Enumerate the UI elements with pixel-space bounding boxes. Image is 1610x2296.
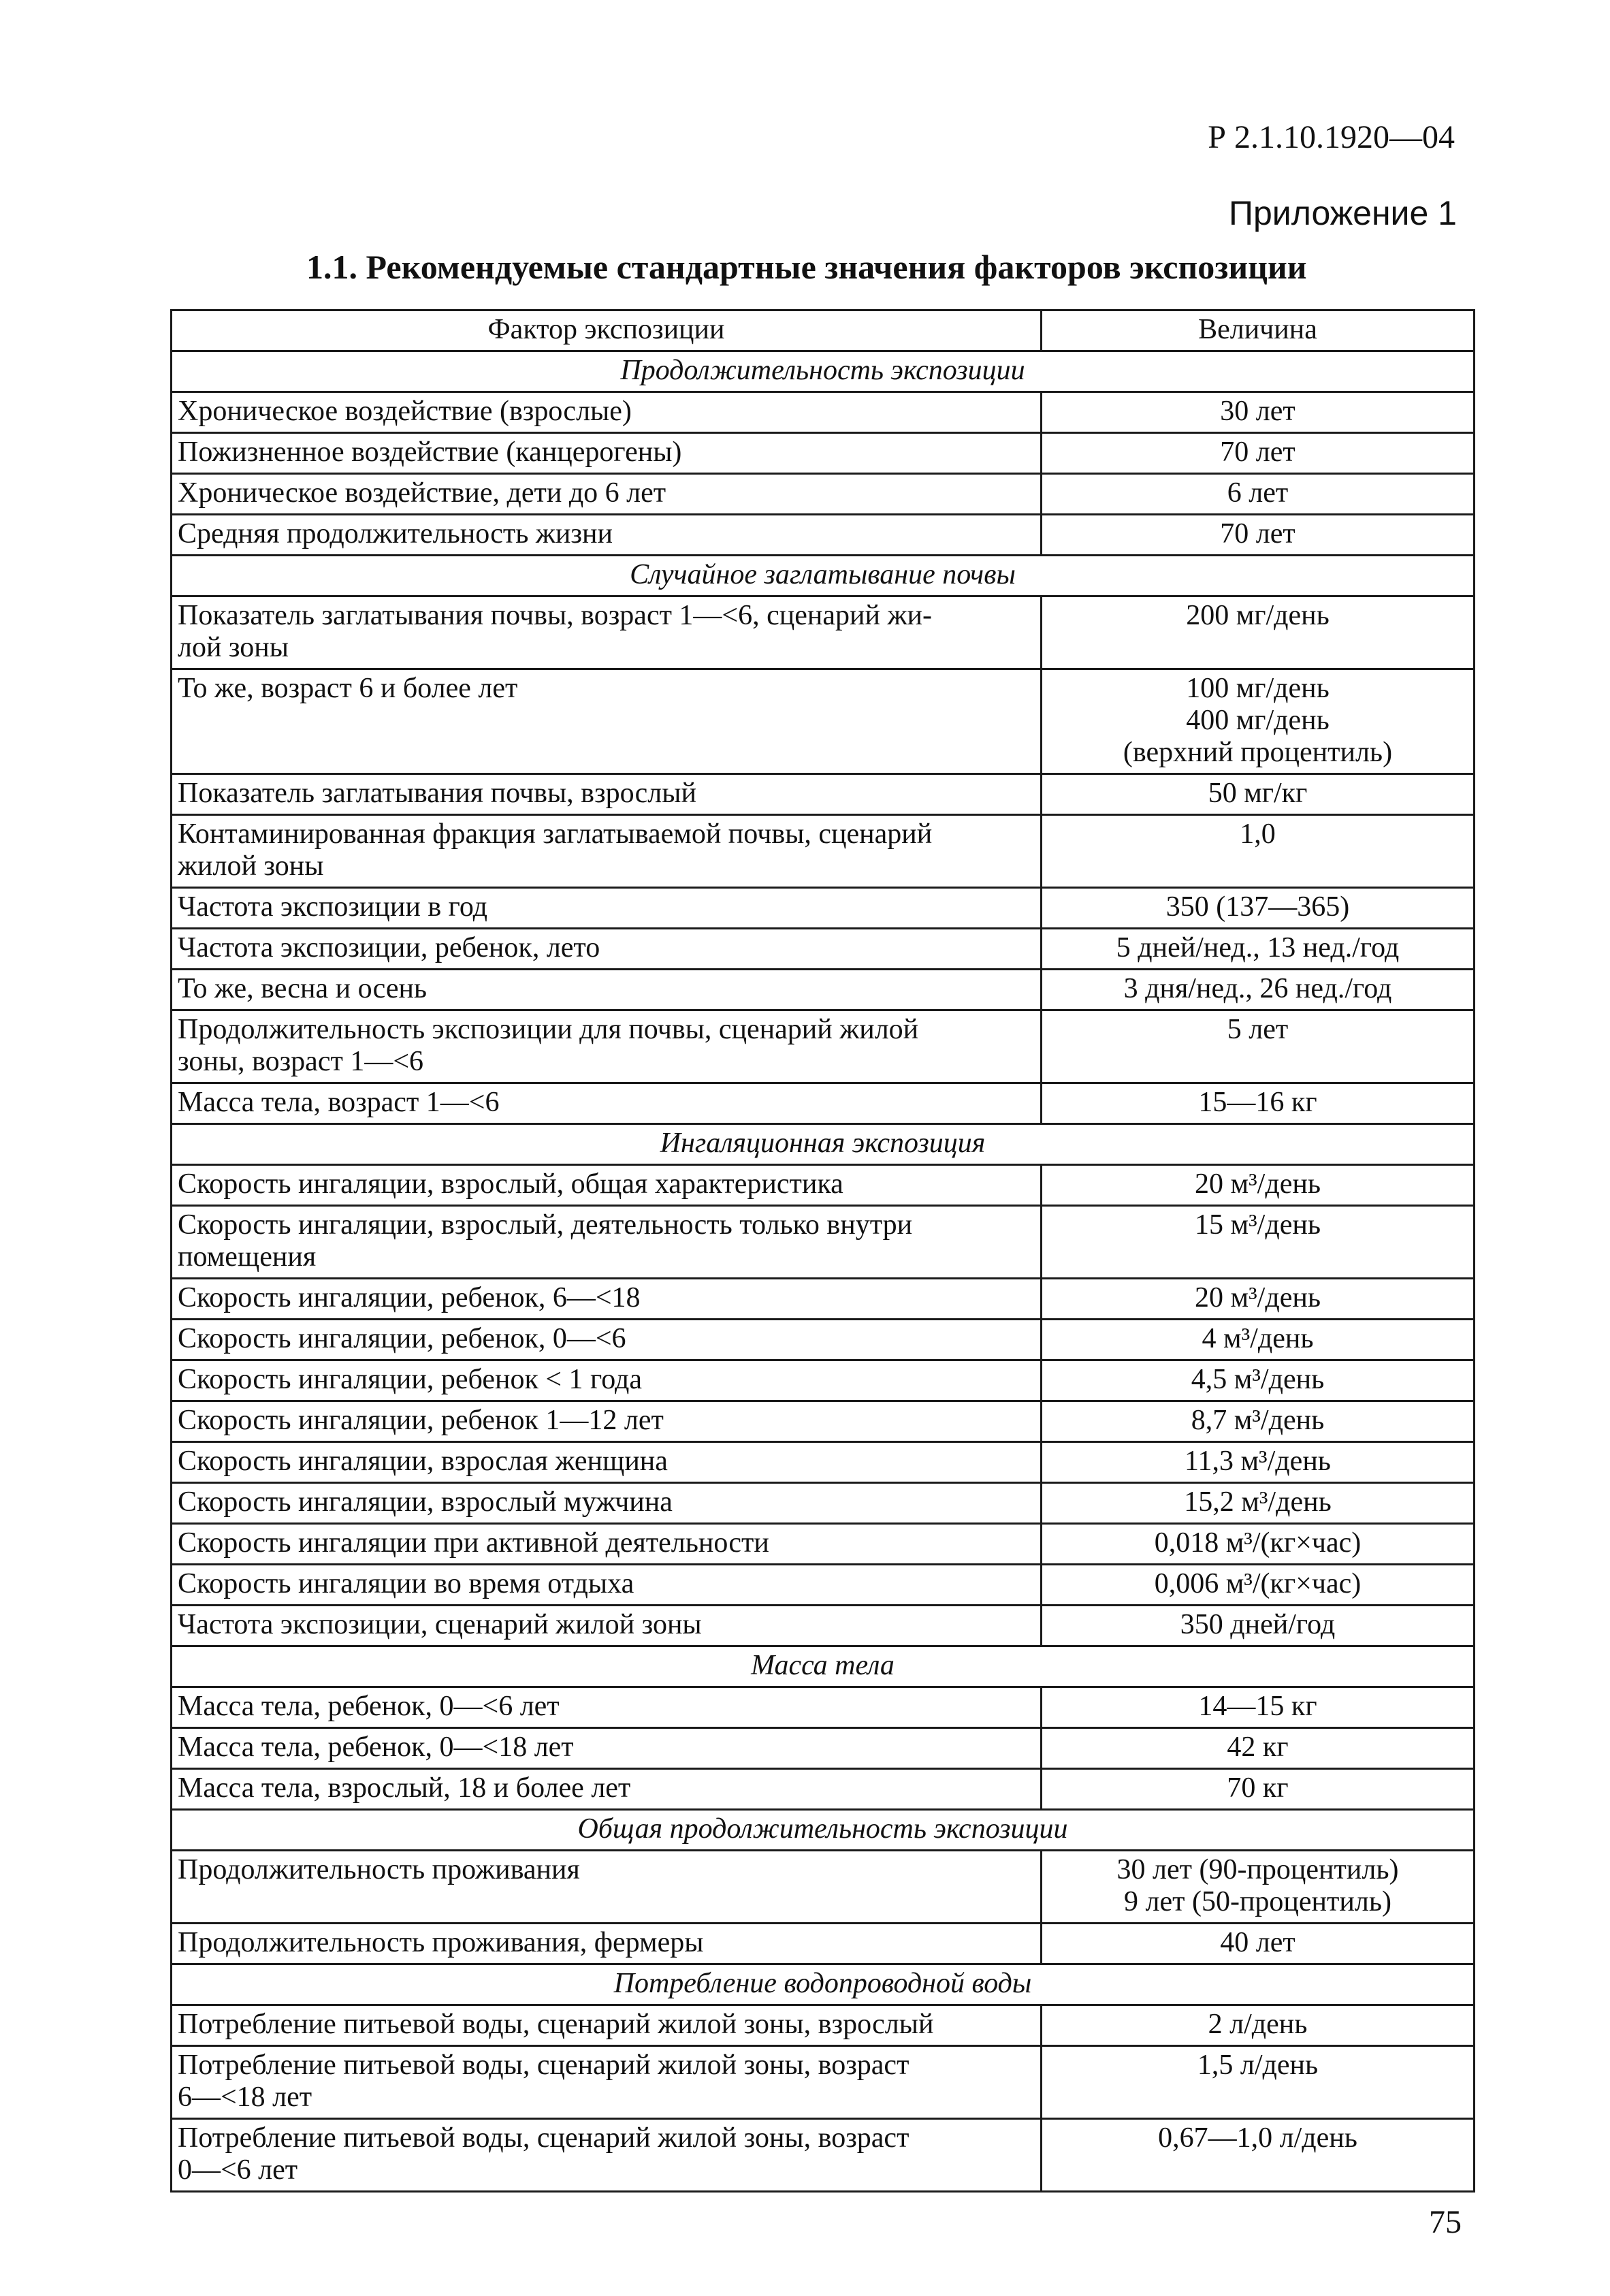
page-title: 1.1. Рекомендуемые стандартные значения факторов экспозиции	[306, 248, 1307, 286]
value-cell: 70 лет	[1042, 515, 1475, 556]
section-title: Продолжительность экспозиции	[172, 351, 1475, 392]
table-row	[172, 1083, 1475, 1124]
factor-cell: Потребление питьевой воды, сценарий жилой зоны, возраст 6—<18 лет	[172, 2046, 1042, 2119]
value-cell: 15 м³/день	[1042, 1206, 1475, 1279]
value-cell: 14—15 кг	[1042, 1687, 1475, 1728]
table-row	[172, 515, 1475, 556]
value-cell: 11,3 м³/день	[1042, 1442, 1475, 1483]
section-title: Масса тела	[172, 1646, 1475, 1687]
value-cell: 50 мг/кг	[1042, 774, 1475, 815]
table-row	[172, 1010, 1475, 1083]
table-row	[172, 2005, 1475, 2046]
value-cell: 4 м³/день	[1042, 1320, 1475, 1360]
factor-cell: Масса тела, ребенок, 0—<6 лет	[172, 1687, 1042, 1728]
table-row	[172, 1320, 1475, 1360]
value-cell: 0,006 м³/(кг×час)	[1042, 1565, 1475, 1606]
value-cell: 20 м³/день	[1042, 1279, 1475, 1320]
factor-cell: Потребление питьевой воды, сценарий жилой зоны, возраст 0—<6 лет	[172, 2119, 1042, 2192]
table-row	[172, 888, 1475, 929]
value-cell: 6 лет	[1042, 474, 1475, 515]
document-code: Р 2.1.10.1920—04	[1208, 119, 1455, 155]
factor-cell: Масса тела, ребенок, 0—<18 лет	[172, 1728, 1042, 1769]
value-cell: 2 л/день	[1042, 2005, 1475, 2046]
value-cell: 350 (137—365)	[1042, 888, 1475, 929]
factor-cell: Масса тела, возраст 1—<6	[172, 1083, 1042, 1124]
table-row	[172, 596, 1475, 669]
value-cell: 0,018 м³/(кг×час)	[1042, 1524, 1475, 1565]
table-row	[172, 2119, 1475, 2192]
value-cell: 8,7 м³/день	[1042, 1401, 1475, 1442]
value-cell: 1,0	[1042, 815, 1475, 888]
value-cell: 350 дней/год	[1042, 1606, 1475, 1646]
value-cell: 70 кг	[1042, 1769, 1475, 1810]
table-row	[172, 1483, 1475, 1524]
factor-cell: Скорость ингаляции, ребенок < 1 года	[172, 1360, 1042, 1401]
value-cell: 200 мг/день	[1042, 596, 1475, 669]
factor-cell: Частота экспозиции в год	[172, 888, 1042, 929]
value-cell: 5 лет	[1042, 1010, 1475, 1083]
factor-cell: Продолжительность проживания, фермеры	[172, 1924, 1042, 1964]
value-cell: 5 дней/нед., 13 нед./год	[1042, 929, 1475, 970]
table-row	[172, 970, 1475, 1010]
table-row	[172, 929, 1475, 970]
section-header-row	[172, 556, 1475, 596]
factor-cell: То же, весна и осень	[172, 970, 1042, 1010]
value-cell: 3 дня/нед., 26 нед./год	[1042, 970, 1475, 1010]
table-row	[172, 1401, 1475, 1442]
factor-cell: Скорость ингаляции, ребенок 1—12 лет	[172, 1401, 1042, 1442]
factor-cell: Частота экспозиции, сценарий жилой зоны	[172, 1606, 1042, 1646]
factor-cell: Скорость ингаляции при активной деятельности	[172, 1524, 1042, 1565]
section-header-row	[172, 1646, 1475, 1687]
factor-cell: То же, возраст 6 и более лет	[172, 669, 1042, 774]
table-row	[172, 1565, 1475, 1606]
value-cell: 30 лет	[1042, 392, 1475, 433]
factor-cell: Продолжительность экспозиции для почвы, сценарий жилой зоны, возраст 1—<6	[172, 1010, 1042, 1083]
table-row	[172, 2046, 1475, 2119]
table-row	[172, 1279, 1475, 1320]
factor-cell: Потребление питьевой воды, сценарий жилой зоны, взрослый	[172, 2005, 1042, 2046]
table-row	[172, 1165, 1475, 1206]
factor-cell: Показатель заглатывания почвы, взрослый	[172, 774, 1042, 815]
factor-cell: Скорость ингаляции, взрослый мужчина	[172, 1483, 1042, 1524]
table-row	[172, 1442, 1475, 1483]
section-title: Ингаляционная экспозиция	[172, 1124, 1475, 1165]
value-cell: 0,67—1,0 л/день	[1042, 2119, 1475, 2192]
value-cell: 40 лет	[1042, 1924, 1475, 1964]
table-row	[172, 1524, 1475, 1565]
factor-cell: Масса тела, взрослый, 18 и более лет	[172, 1769, 1042, 1810]
table-header-row	[172, 310, 1475, 351]
appendix-label: Приложение 1	[1229, 194, 1457, 232]
value-cell: 20 м³/день	[1042, 1165, 1475, 1206]
column-header-value: Величина	[1042, 310, 1475, 351]
value-cell: 1,5 л/день	[1042, 2046, 1475, 2119]
section-header-row	[172, 1964, 1475, 2005]
section-header-row	[172, 1124, 1475, 1165]
table-row	[172, 669, 1475, 774]
table-row	[172, 1360, 1475, 1401]
exposure-factors-table	[170, 309, 1475, 2193]
factor-cell: Средняя продолжительность жизни	[172, 515, 1042, 556]
section-header-row	[172, 351, 1475, 392]
table-row	[172, 474, 1475, 515]
factor-cell: Продолжительность проживания	[172, 1851, 1042, 1924]
table-row	[172, 433, 1475, 474]
value-cell: 15—16 кг	[1042, 1083, 1475, 1124]
value-cell: 4,5 м³/день	[1042, 1360, 1475, 1401]
table-body	[172, 310, 1475, 2192]
table-row	[172, 1769, 1475, 1810]
value-cell: 15,2 м³/день	[1042, 1483, 1475, 1524]
factor-cell: Скорость ингаляции, ребенок, 6—<18	[172, 1279, 1042, 1320]
factor-cell: Хроническое воздействие (взрослые)	[172, 392, 1042, 433]
table-row	[172, 1851, 1475, 1924]
table-row	[172, 392, 1475, 433]
factor-cell: Частота экспозиции, ребенок, лето	[172, 929, 1042, 970]
section-title: Потребление водопроводной воды	[172, 1964, 1475, 2005]
value-cell: 30 лет (90-процентиль) 9 лет (50-процентиль)	[1042, 1851, 1475, 1924]
factor-cell: Скорость ингаляции, взрослый, деятельность только внутри помещения	[172, 1206, 1042, 1279]
table-row	[172, 774, 1475, 815]
section-header-row	[172, 1810, 1475, 1851]
table-row	[172, 1687, 1475, 1728]
table-row	[172, 1924, 1475, 1964]
factor-cell: Скорость ингаляции, ребенок, 0—<6	[172, 1320, 1042, 1360]
value-cell: 100 мг/день 400 мг/день (верхний процентиль)	[1042, 669, 1475, 774]
column-header-factor: Фактор экспозиции	[172, 310, 1042, 351]
factor-cell: Скорость ингаляции, взрослый, общая характеристика	[172, 1165, 1042, 1206]
factor-cell: Скорость ингаляции во время отдыха	[172, 1565, 1042, 1606]
factor-cell: Показатель заглатывания почвы, возраст 1—<6, сценарий жи- лой зоны	[172, 596, 1042, 669]
value-cell: 42 кг	[1042, 1728, 1475, 1769]
factor-cell: Контаминированная фракция заглатываемой почвы, сценарий жилой зоны	[172, 815, 1042, 888]
table-row	[172, 1728, 1475, 1769]
value-cell: 70 лет	[1042, 433, 1475, 474]
section-title: Случайное заглатывание почвы	[172, 556, 1475, 596]
page-number: 75	[1429, 2204, 1462, 2240]
section-title: Общая продолжительность экспозиции	[172, 1810, 1475, 1851]
table-row	[172, 815, 1475, 888]
factor-cell: Пожизненное воздействие (канцерогены)	[172, 433, 1042, 474]
table-row	[172, 1606, 1475, 1646]
factor-cell: Скорость ингаляции, взрослая женщина	[172, 1442, 1042, 1483]
factor-cell: Хроническое воздействие, дети до 6 лет	[172, 474, 1042, 515]
table-row	[172, 1206, 1475, 1279]
